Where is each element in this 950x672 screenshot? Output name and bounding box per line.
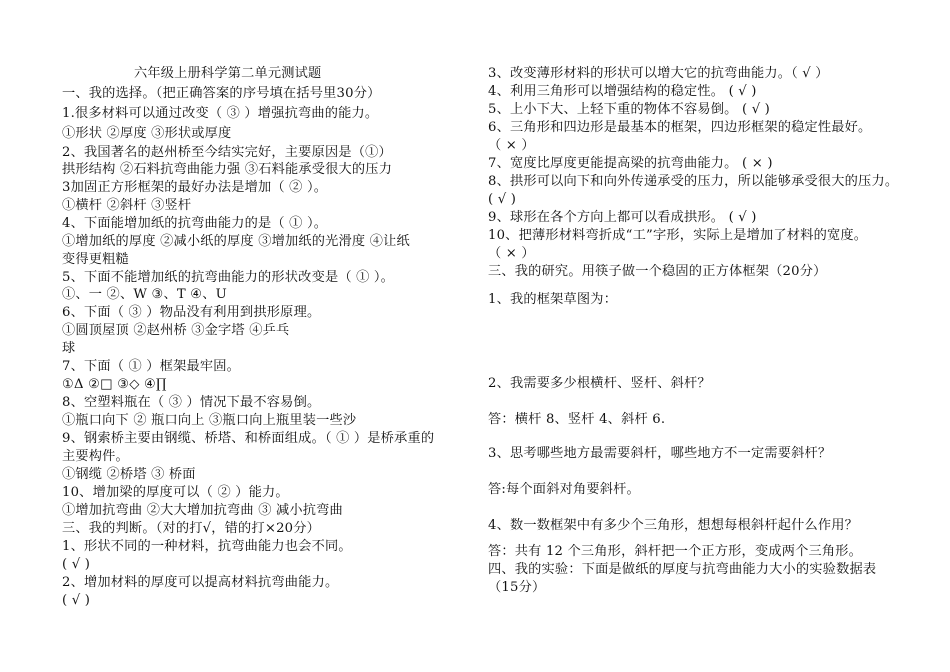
question-line: 7、宽度比厚度更能提高梁的抗弯曲能力。 ( × ): [488, 156, 773, 171]
question-line: 3加固正方形框架的最好办法是增加（ ② ）。: [62, 180, 328, 195]
option-line: ①、一 ②、W ③、T ④、U: [62, 287, 227, 302]
exam-title: 六年级上册科学第二单元测试题: [134, 66, 322, 81]
question-line: 9、球形在各个方向上都可以看成拱形。 ( √ ): [488, 210, 757, 225]
question-line: 10、把薄形材料弯折成“工”字形，实际上是增加了材料的宽度。: [488, 228, 868, 243]
section-research-heading: 三、我的研究。用筷子做一个稳固的正方体框架（20分）: [488, 264, 827, 279]
question-line: 8、拱形可以向下和向外传递承受的压力，所以能够承受很大的压力。: [488, 174, 899, 189]
option-line: ①增加纸的厚度 ②减小纸的厚度 ③增加纸的光滑度 ④让纸: [62, 234, 410, 249]
answer-mark: ( √ ): [488, 192, 517, 207]
question-line: 3、思考哪些地方最需要斜杆，哪些地方不一定需要斜杆？: [488, 446, 832, 461]
question-line: 5、下面不能增加纸的抗弯曲能力的形状改变是（ ① ）。: [62, 270, 395, 285]
question-line: 1、形状不同的一种材料，抗弯曲能力也会不同。: [62, 539, 352, 554]
question-line: 4、数一数框架中有多少个三角形，想想每根斜杆起什么作用？: [488, 518, 859, 533]
option-line: ①圆顶屋顶 ②赵州桥 ③金字塔 ④乒乓: [62, 323, 290, 338]
section-choice-heading: 一、我的选择。（把正确答案的序号填在括号里30分）: [62, 86, 381, 101]
answer-line: 答：共有 12 个三角形，斜杆把一个正方形，变成两个三角形。: [488, 544, 863, 559]
answer-line: 答：横杆 8、竖杆 4、斜杆 6.: [488, 412, 666, 427]
section-experiment-score: （15分）: [488, 580, 546, 595]
question-line: 6、下面（ ③ ）物品没有利用到拱形原理。: [62, 305, 321, 320]
answer-line: 答:每个面斜对角要斜杆。: [488, 482, 640, 497]
question-line: 4、利用三角形可以增强结构的稳定性。 ( √ ): [488, 84, 757, 99]
section-experiment-heading: 四、我的实验：下面是做纸的厚度与抗弯曲能力大小的实验数据表: [488, 562, 877, 577]
question-line: 2、我国著名的赵州桥至今结实完好，主要原因是（①）: [62, 145, 392, 160]
question-line: 2、我需要多少根横杆、竖杆、斜杆？: [488, 376, 711, 391]
option-line: 拱形结构 ②石料抗弯曲能力强 ③石料能承受很大的压力: [62, 162, 393, 177]
option-line: ①横杆 ②斜杆 ③竖杆: [62, 198, 192, 213]
section-judge-heading: 三、我的判断。（对的打√，错的打×20分）: [62, 521, 321, 536]
question-line: 6、三角形和四边形是最基本的框架，四边形框架的稳定性最好。: [488, 120, 872, 135]
answer-mark: ( √ ): [62, 593, 91, 608]
question-line: 3、改变薄形材料的形状可以增大它的抗弯曲能力。（ √ ）: [488, 66, 829, 81]
question-line: 5、上小下大、上轻下重的物体不容易倒。 ( √ ): [488, 102, 771, 117]
question-line: 7、下面（ ① ）框架最牢固。: [62, 359, 241, 374]
question-line: 4、下面能增加纸的抗弯曲能力的是（ ① ）。: [62, 216, 328, 231]
answer-mark: （ × ）: [488, 246, 535, 261]
answer-mark: （ × ）: [488, 138, 535, 153]
option-line: ①形状 ②厚度 ③形状或厚度: [62, 126, 232, 141]
option-line: ①Δ ②□ ③◇ ④∏: [62, 377, 167, 392]
answer-mark: ( √ ): [62, 557, 91, 572]
question-line: 8、空塑料瓶在（ ③ ）情况下最不容易倒。: [62, 395, 321, 410]
option-line: 球: [62, 341, 76, 356]
question-line: 主要构件。: [62, 449, 129, 464]
option-line: ①瓶口向下 ② 瓶口向上 ③瓶口向上瓶里装一些沙: [62, 413, 357, 428]
question-line: 2、增加材料的厚度可以提高材料抗弯曲能力。: [62, 575, 339, 590]
option-line: ①钢缆 ②桥塔 ③ 桥面: [62, 467, 196, 482]
question-line: 1.很多材料可以通过改变（ ③ ）增强抗弯曲的能力。: [62, 106, 379, 121]
option-line: ①增加抗弯曲 ②大大增加抗弯曲 ③ 减小抗弯曲: [62, 503, 343, 518]
question-line: 1、我的框架草图为：: [488, 292, 618, 307]
question-line: 9、钢索桥主要由钢缆、桥塔、和桥面组成。（ ① ）是桥承重的: [62, 431, 435, 446]
option-line: 变得更粗糙: [62, 252, 129, 267]
question-line: 10、增加梁的厚度可以（ ② ）能力。: [62, 485, 289, 500]
